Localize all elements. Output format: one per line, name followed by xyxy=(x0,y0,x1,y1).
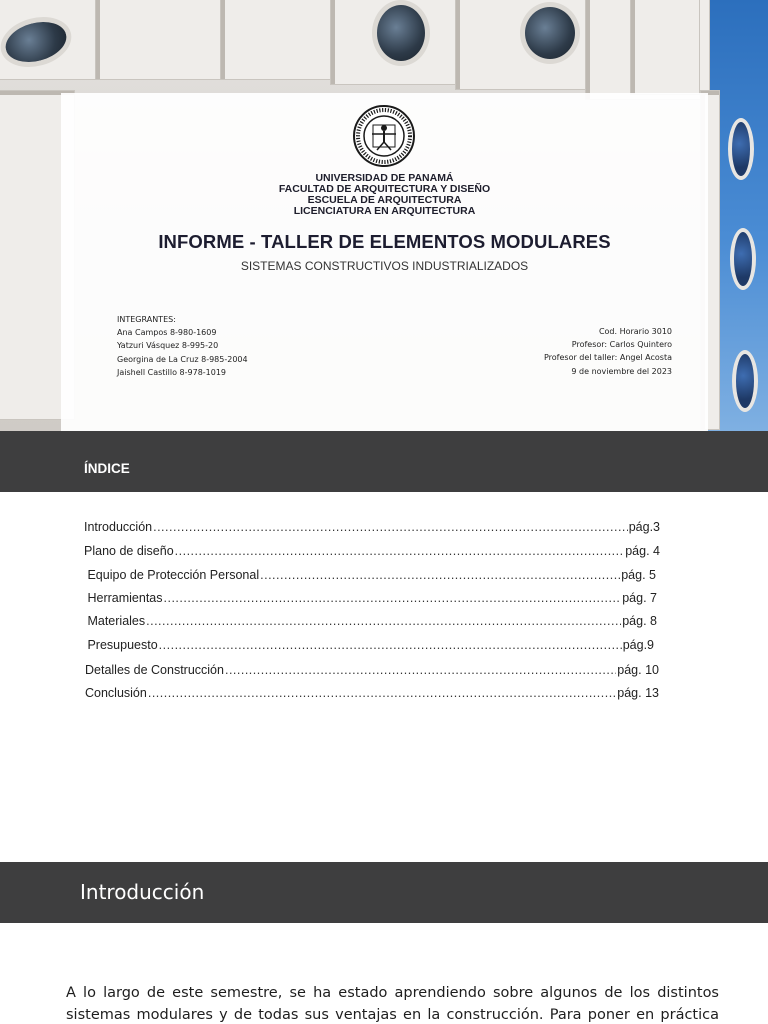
introduction-heading: Introducción xyxy=(80,880,205,904)
introduction-paragraph: A lo largo de este semestre, se ha estado aprendiendo sobre algunos de los distintos sistemas modulares y de todas sus ventajas en la construcción. Para poner en práctica xyxy=(66,985,719,1023)
toc-entry-label: Plano de diseño xyxy=(84,544,174,558)
toc-entry-page: pág. 8 xyxy=(622,614,657,628)
toc-entry-label: Materiales xyxy=(84,614,146,628)
toc-entry-page: pág. 5 xyxy=(621,568,656,582)
capsule-block xyxy=(95,0,225,80)
toc-leader-dots xyxy=(148,686,616,700)
toc-leader-dots xyxy=(225,663,616,677)
member-item: Yatzuri Vásquez 8-995-20 xyxy=(117,341,219,351)
toc-entry[interactable] xyxy=(84,614,657,632)
porthole-window xyxy=(520,2,580,64)
porthole-window xyxy=(730,228,756,290)
index-heading: ÍNDICE xyxy=(84,461,130,476)
toc-leader-dots xyxy=(159,638,622,652)
toc-entry-label: Equipo de Protección Personal xyxy=(84,568,260,582)
faculty-name: FACULTAD DE ARQUITECTURA Y DISEÑO xyxy=(278,183,491,195)
toc-entry-label: Conclusión xyxy=(85,686,147,700)
university-header xyxy=(61,173,708,217)
members-list xyxy=(117,313,248,379)
toc-entry[interactable] xyxy=(84,520,660,538)
toc-entry[interactable] xyxy=(85,686,659,704)
university-seal-logo xyxy=(352,104,416,168)
members-heading: INTEGRANTES: xyxy=(117,315,176,324)
toc-leader-dots xyxy=(153,520,628,534)
toc-entry-label: Herramientas xyxy=(84,591,163,605)
porthole-window xyxy=(728,118,754,180)
report-subtitle: SISTEMAS CONSTRUCTIVOS INDUSTRIALIZADOS xyxy=(240,259,529,273)
porthole-window xyxy=(372,0,430,66)
member-item: Georgina de La Cruz 8-985-2004 xyxy=(117,354,248,364)
toc-entry-page: pág. 10 xyxy=(617,663,659,677)
toc-entry-label: Presupuesto xyxy=(84,638,158,652)
report-title: INFORME - TALLER DE ELEMENTOS MODULARES xyxy=(158,231,611,252)
toc-leader-dots xyxy=(164,591,622,605)
toc-entry[interactable] xyxy=(84,638,654,656)
university-name: UNIVERSIDAD DE PANAMÁ xyxy=(315,172,454,184)
course-info xyxy=(544,325,672,378)
school-name: ESCUELA DE ARQUITECTURA xyxy=(307,194,462,206)
porthole-window xyxy=(732,350,758,412)
degree-name: LICENCIATURA EN ARQUITECTURA xyxy=(293,205,476,217)
toc-entry-label: Introducción xyxy=(84,520,153,534)
capsule-block xyxy=(630,0,700,95)
toc-entry[interactable] xyxy=(84,591,657,609)
report-date: 9 de noviembre del 2023 xyxy=(571,366,672,376)
toc-leader-dots xyxy=(175,544,625,558)
toc-entry-page: pág.9 xyxy=(622,638,654,652)
toc-entry-page: pág. 7 xyxy=(622,591,657,605)
toc-entry[interactable] xyxy=(84,568,656,586)
toc-leader-dots xyxy=(146,614,621,628)
workshop-professor: Profesor del taller: Angel Acosta xyxy=(543,353,672,363)
capsule-block xyxy=(220,0,340,80)
toc-entry-page: pág.3 xyxy=(628,520,660,534)
professor: Profesor: Carlos Quintero xyxy=(571,340,672,350)
schedule-code: Cod. Horario 3010 xyxy=(598,327,672,336)
member-item: Jaishell Castillo 8-978-1019 xyxy=(117,367,227,377)
toc-entry[interactable] xyxy=(84,544,660,562)
toc-entry-page: pág. 4 xyxy=(625,544,660,558)
toc-entry-label: Detalles de Construcción xyxy=(85,663,224,677)
toc-entry[interactable] xyxy=(85,663,659,681)
toc-entry-page: pág. 13 xyxy=(617,686,659,700)
toc-leader-dots xyxy=(260,568,620,582)
member-item: Ana Campos 8-980-1609 xyxy=(117,328,217,338)
